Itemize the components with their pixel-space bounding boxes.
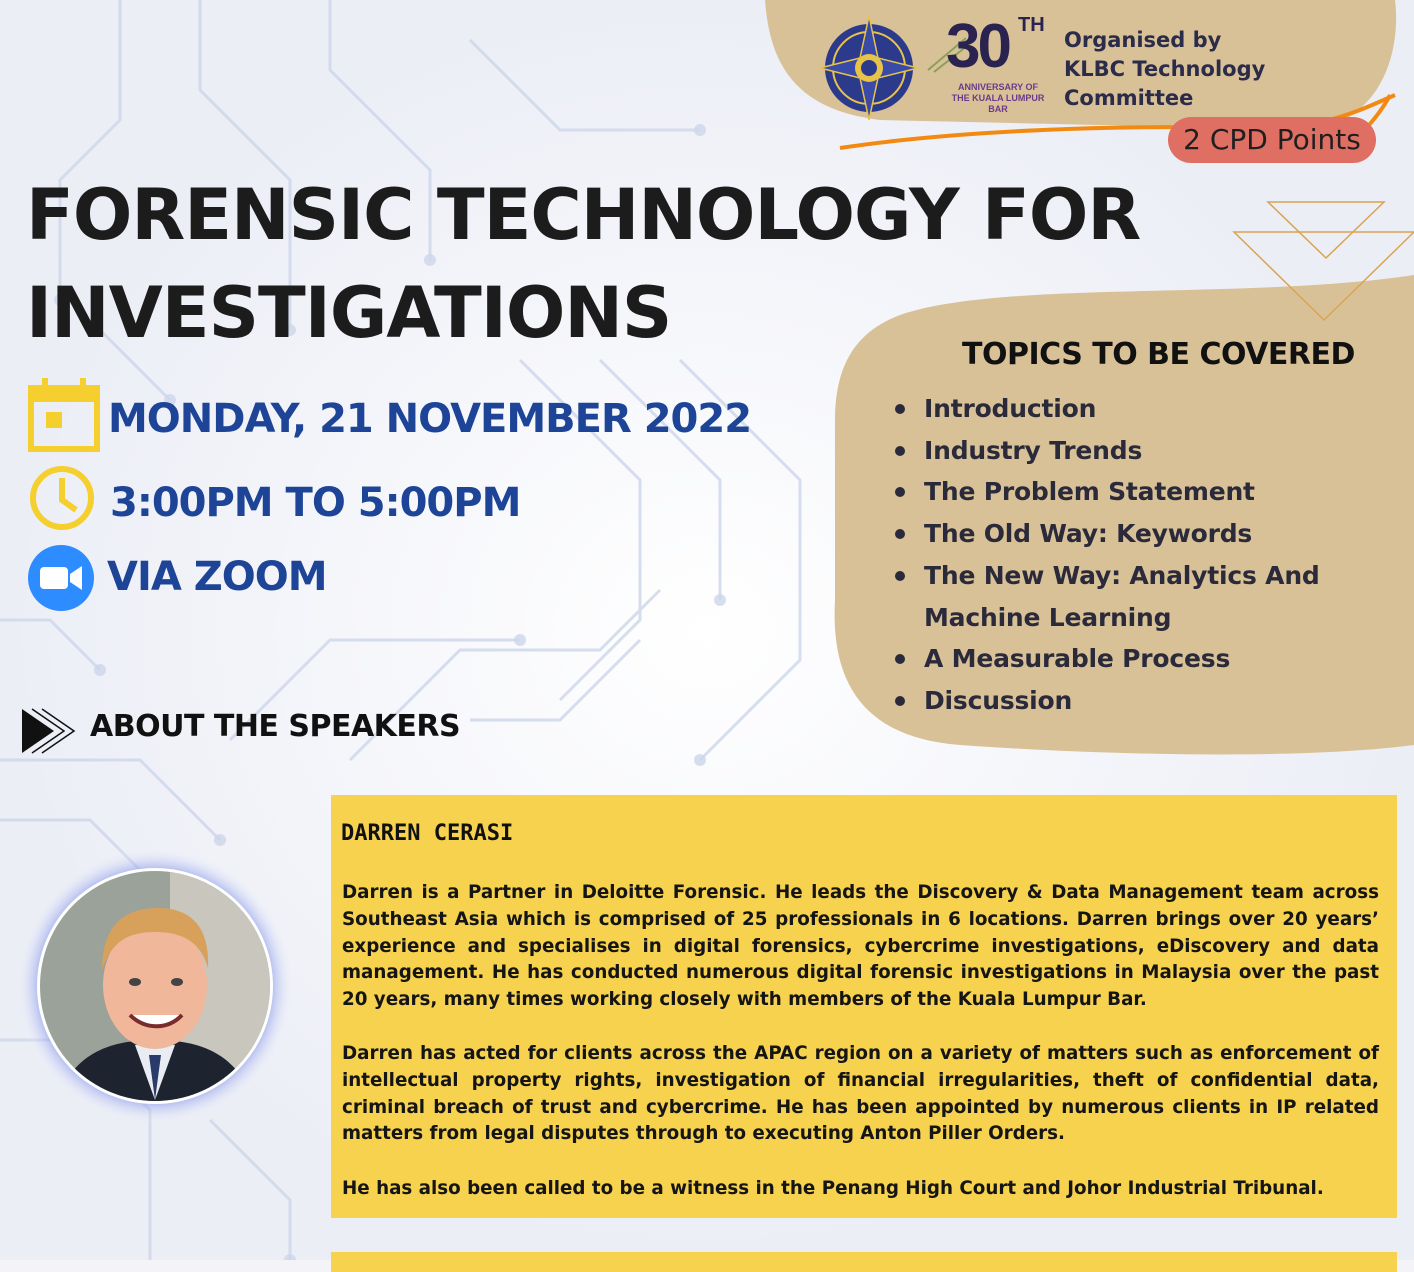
topic-item: The Problem Statement [892, 471, 1412, 513]
speaker-bio-paragraph: Darren is a Partner in Deloitte Forensic. He leads the Discovery & Data Management team across Southeast Asia which is comprised of 25 professionals in 6 locations. Darren brings over 20 years’ experience and specialises in digital forensics, cybercrime investigations, eDiscovery and data management. He has conducted numerous digital forensic investigations in Malaysia over the past 20 years, many times working closely with members of the Kuala Lumpur Bar. [342, 882, 1379, 1011]
bar-seal-logo [818, 12, 920, 124]
event-time: 3:00PM TO 5:00PM [110, 480, 521, 526]
topic-item: A Measurable Process [892, 638, 1412, 680]
organiser-line2: KLBC Technology Committee [1064, 57, 1266, 110]
speaker-photo [20, 840, 290, 1130]
event-platform: VIA ZOOM [107, 554, 327, 600]
next-bio-card-edge [331, 1252, 1397, 1272]
event-title [26, 166, 1286, 362]
double-arrow-icon [20, 706, 78, 756]
topic-item: Introduction [892, 388, 1412, 430]
organiser-text [1064, 26, 1394, 113]
cpd-points-badge: 2 CPD Points [1168, 117, 1376, 163]
topics-heading: TOPICS TO BE COVERED [962, 337, 1355, 372]
speakers-heading: ABOUT THE SPEAKERS [90, 709, 461, 744]
title-line2: INVESTIGATIONS [26, 272, 672, 354]
organiser-line1: Organised by [1064, 28, 1222, 52]
calendar-icon [28, 376, 100, 452]
speaker-name: DARREN CERASI [341, 821, 514, 846]
title-line1: FORENSIC TECHNOLOGY FOR [26, 174, 1141, 256]
speaker-bio-paragraph: Darren has acted for clients across the APAC region on a variety of matters such as enforcement of intellectual property rights, investigation of financial irregularities, theft of confidential data, criminal breach of trust and cybercrime. He has been appointed by numerous clients in IP related matters from legal disputes through to executing Anton Piller Orders. [342, 1043, 1379, 1145]
zoom-video-icon [27, 544, 95, 612]
event-date: MONDAY, 21 NOVEMBER 2022 [108, 396, 752, 442]
anniversary-number: 30 [946, 12, 1009, 81]
anniversary-suffix: TH [1018, 14, 1045, 36]
topic-item: The New Way: Analytics And Machine Learning [892, 555, 1412, 638]
topic-item: Industry Trends [892, 430, 1412, 472]
clock-icon [28, 464, 96, 532]
anniversary-caption: ANNIVERSARY OF THE KUALA LUMPUR BAR [951, 82, 1045, 114]
topic-item: The Old Way: Keywords [892, 513, 1412, 555]
topic-item: Discussion [892, 680, 1412, 722]
speaker-bio-card [331, 795, 1397, 1218]
speaker-bio-paragraph: He has also been called to be a witness in the Penang High Court and Johor Industrial Tribunal. [342, 1178, 1324, 1199]
topics-list [892, 388, 1412, 722]
